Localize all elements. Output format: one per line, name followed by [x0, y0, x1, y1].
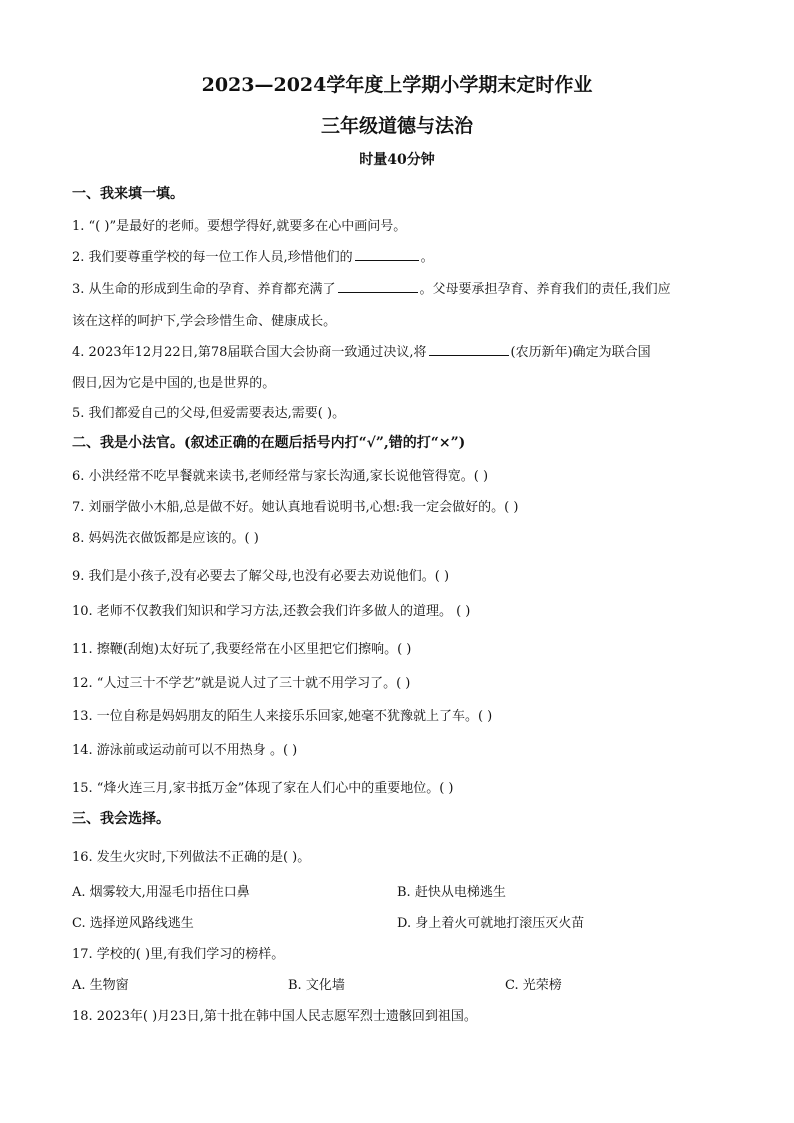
question-9: 9. 我们是小孩子,没有必要去了解父母,也没有必要去劝说他们。( ): [72, 569, 450, 584]
exam-time: 时量40分钟: [359, 152, 435, 168]
question-4-text-cont: (农历新年)确定为联合国: [510, 345, 651, 360]
question-18: 18. 2023年( )月23日,第十批在韩中国人民志愿军烈士遗骸回到祖国。: [72, 1009, 477, 1024]
question-2: [72, 246, 434, 265]
section-true-false: 二、我是小法官。(叙述正确的在题后括号内打“√”,错的打“×”): [72, 435, 466, 451]
question-3-text-cont: 。父母要承担孕育、养育我们的责任,我们应: [419, 282, 671, 297]
question-17-option-b: B. 文化墙: [288, 978, 345, 993]
question-16-option-b: B. 赶快从电梯逃生: [397, 885, 506, 900]
question-3-text: 3. 从生命的形成到生命的孕育、养育都充满了: [72, 282, 336, 297]
question-10: 10. 老师不仅教我们知识和学习方法,还教会我们许多做人的道理。 ( ): [72, 604, 471, 619]
question-16-option-c: C. 选择逆风路线逃生: [72, 916, 194, 931]
question-13: 13. 一位自称是妈妈朋友的陌生人来接乐乐回家,她毫不犹豫就上了车。( ): [72, 709, 493, 724]
exam-subject: 三年级道德与法治: [320, 115, 473, 137]
question-17-option-a: A. 生物窗: [72, 978, 129, 993]
question-11: 11. 擦鞭(刮炮)太好玩了,我要经常在小区里把它们擦响。( ): [72, 642, 412, 657]
question-15: 15. “烽火连三月,家书抵万金”体现了家在人们心中的重要地位。( ): [72, 781, 454, 796]
question-14: 14. 游泳前或运动前可以不用热身 。( ): [72, 743, 298, 758]
question-1: 1. “( )”是最好的老师。要想学得好,就要多在心中画问号。: [72, 219, 407, 234]
question-2-end: 。: [420, 250, 434, 265]
exam-title: 2023—2024学年度上学期小学期末定时作业: [201, 74, 593, 96]
question-16: 16. 发生火灾时,下列做法不正确的是( )。: [72, 850, 311, 865]
question-7: 7. 刘丽学做小木船,总是做不好。她认真地看说明书,心想:我一定会做好的。( ): [72, 500, 519, 515]
question-8: 8. 妈妈洗衣做饭都是应该的。( ): [72, 531, 259, 546]
question-17-option-c: C. 光荣榜: [505, 978, 562, 993]
answer-blank: [338, 280, 418, 293]
section-fill-in: 一、我来填一填。: [72, 186, 184, 202]
question-16-option-d: D. 身上着火可就地打滚压灭火苗: [397, 916, 585, 931]
section-choice: 三、我会选择。: [72, 811, 170, 827]
question-4-line-2: 假日,因为它是中国的,也是世界的。: [72, 376, 276, 391]
question-3: [72, 278, 671, 297]
answer-blank: [429, 343, 509, 356]
question-4: [72, 341, 651, 360]
answer-blank: [355, 248, 419, 261]
question-3-line-2: 该在这样的呵护下,学会珍惜生命、健康成长。: [72, 314, 337, 329]
question-17: 17. 学校的( )里,有我们学习的榜样。: [72, 947, 285, 962]
question-6: 6. 小洪经常不吃早餐就来读书,老师经常与家长沟通,家长说他管得宽。( ): [72, 469, 489, 484]
question-2-text: 2. 我们要尊重学校的每一位工作人员,珍惜他们的: [72, 250, 353, 265]
question-5: 5. 我们都爱自己的父母,但爱需要表达,需要( )。: [72, 406, 346, 421]
question-4-text: 4. 2023年12月22日,第78届联合国大会协商一致通过决议,将: [72, 345, 427, 360]
question-12: 12. “人过三十不学艺”就是说人过了三十就不用学习了。( ): [72, 676, 411, 691]
question-16-option-a: A. 烟雾较大,用湿毛巾捂住口鼻: [72, 885, 250, 900]
